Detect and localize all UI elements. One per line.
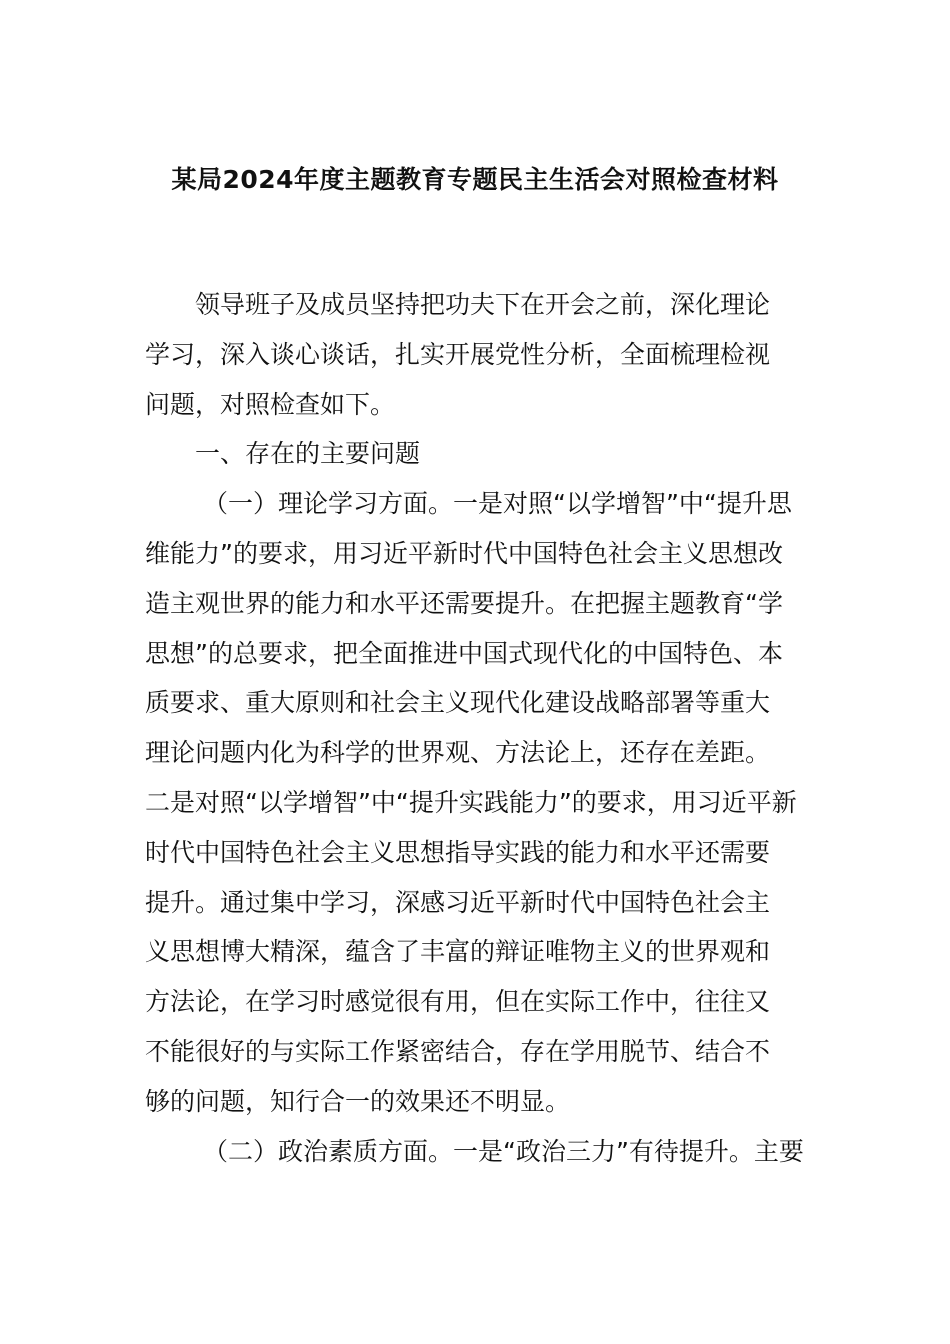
text-line: 时代中国特色社会主义思想指导实践的能力和水平还需要: [145, 837, 771, 867]
text-line: 二是对照“以学增智”中“提升实践能力”的要求，用习近平新: [145, 787, 797, 817]
text-line: 问题，对照检查如下。: [145, 389, 396, 419]
text-line: （一）理论学习方面。一是对照“以学增智”中“提升思: [203, 489, 792, 519]
text-line: 学习，深入谈心谈话，扎实开展党性分析，全面梳理检视: [145, 339, 771, 369]
paragraph-political-quality: [145, 1127, 810, 1177]
text-line: 维能力”的要求，用习近平新时代中国特色社会主义思想改: [145, 538, 783, 568]
text-line: 一、存在的主要问题: [195, 439, 421, 469]
text-line: 义思想博大精深，蕴含了丰富的辩证唯物主义的世界观和: [145, 937, 771, 967]
text-line: 提升。通过集中学习，深感习近平新时代中国特色社会主: [145, 887, 771, 917]
text-line: 方法论，在学习时感觉很有用，但在实际工作中，往往又: [145, 987, 771, 1017]
document-title: 某局2024年度主题教育专题民主生活会对照检查材料: [171, 165, 779, 194]
text-line: （二）政治素质方面。一是“政治三力”有待提升。主要: [203, 1136, 804, 1166]
document-body: [145, 280, 810, 1176]
text-line: 领导班子及成员坚持把功夫下在开会之前，深化理论: [195, 290, 771, 319]
paragraph-theory-study: [145, 479, 810, 1126]
text-line: 思想”的总要求，把全面推进中国式现代化的中国特色、本: [145, 638, 783, 668]
text-line: 造主观世界的能力和水平还需要提升。在把握主题教育“学: [145, 588, 783, 618]
text-line: 不能很好的与实际工作紧密结合，存在学用脱节、结合不: [145, 1036, 771, 1066]
text-line: 质要求、重大原则和社会主义现代化建设战略部署等重大: [145, 688, 771, 718]
text-line: 够的问题，知行合一的效果还不明显。: [145, 1086, 571, 1116]
text-line: 理论问题内化为科学的世界观、方法论上，还存在差距。: [145, 738, 771, 768]
paragraph-intro: [145, 280, 810, 429]
section-heading: [145, 429, 810, 479]
